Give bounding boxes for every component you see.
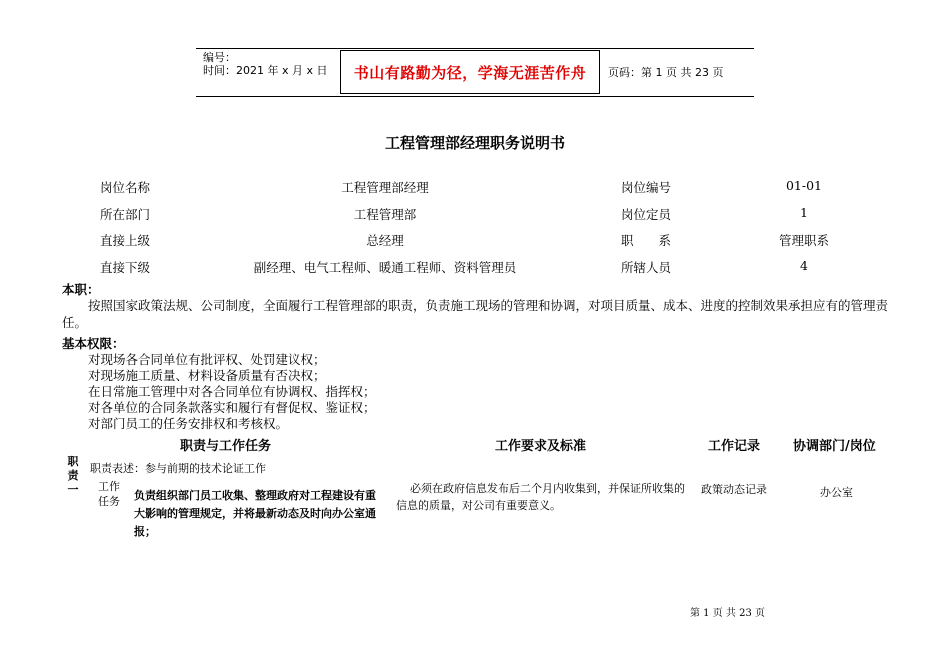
header-top-rule xyxy=(196,48,754,49)
info-value-2: 01-01 xyxy=(785,178,823,193)
authority-item: 在日常施工管理中对各合同单位有协调权、指挥权； xyxy=(88,384,376,399)
info-label-2: 所辖人员 xyxy=(621,260,672,275)
standard-text: 必须在政府信息发布后二个月内收集到，并保证所收集的信息的质量，对公司有重要意义。 xyxy=(396,482,685,512)
authority-heading: 基本权限： xyxy=(62,336,125,351)
info-label-2: 职 系 xyxy=(621,233,672,248)
task-text: 负责组织部门员工收集、整理政府对工程建设有重大影响的管理规定，并将最新动态及时向办公室通报； xyxy=(134,489,376,538)
duty-description: 职责表述：参与前期的技术论证工作 xyxy=(90,462,266,475)
info-value: 工程管理部经理 xyxy=(341,180,429,195)
info-label-2: 岗位编号 xyxy=(621,180,672,195)
info-label: 直接上级 xyxy=(100,233,151,248)
time-label: 时间：2021 年 x 月 x 日 xyxy=(203,64,328,77)
info-row xyxy=(0,178,950,198)
table-header-standard: 工作要求及标准 xyxy=(495,439,587,454)
info-row xyxy=(0,258,950,278)
table-header-dept: 协调部门/岗位 xyxy=(793,439,876,454)
duty-text: 按照国家政策法规、公司制度，全面履行工程管理部的职责，负责施工现场的管理和协调，对项目质量、成本、进度的控制效果承担应有的管理责任。 xyxy=(62,298,889,330)
page-footer: 第 1 页 共 23 页 xyxy=(690,608,765,619)
info-value: 副经理、电气工程师、暖通工程师、资料管理员 xyxy=(253,260,517,275)
info-row xyxy=(0,231,950,251)
info-label: 岗位名称 xyxy=(100,180,151,195)
info-label: 直接下级 xyxy=(100,260,151,275)
info-value-2: 4 xyxy=(800,258,808,273)
info-row xyxy=(0,205,950,225)
info-value: 工程管理部 xyxy=(353,207,417,222)
authority-item: 对现场施工质量、材料设备质量有否决权； xyxy=(88,368,326,383)
authority-item: 对现场各合同单位有批评权、处罚建议权； xyxy=(88,352,326,367)
duty-number-label: 职责一 xyxy=(67,455,79,496)
info-value-2: 1 xyxy=(800,205,808,220)
table-header-record: 工作记录 xyxy=(708,439,761,454)
task-label: 工作任务 xyxy=(98,480,120,508)
code-label: 编号： xyxy=(203,51,236,64)
duty-heading: 本职： xyxy=(62,282,100,297)
authority-item: 对各单位的合同条款落实和履行有督促权、鉴证权； xyxy=(88,400,376,415)
record-text: 政策动态记录 xyxy=(701,483,767,496)
page-number-label: 页码：第 1 页 共 23 页 xyxy=(608,66,724,79)
document-title: 工程管理部经理职务说明书 xyxy=(384,134,565,152)
dept-text: 办公室 xyxy=(820,486,853,499)
info-value-2: 管理职系 xyxy=(778,233,830,248)
header-bottom-rule xyxy=(196,96,754,97)
info-label: 所在部门 xyxy=(100,207,151,222)
info-value: 总经理 xyxy=(366,233,404,248)
authority-item: 对部门员工的任务安排权和考核权。 xyxy=(88,416,289,431)
table-header-duties: 职责与工作任务 xyxy=(180,439,272,454)
motto-text: 书山有路勤为径，学海无涯苦作舟 xyxy=(353,63,587,82)
motto-box xyxy=(340,50,600,94)
info-label-2: 岗位定员 xyxy=(621,207,672,222)
